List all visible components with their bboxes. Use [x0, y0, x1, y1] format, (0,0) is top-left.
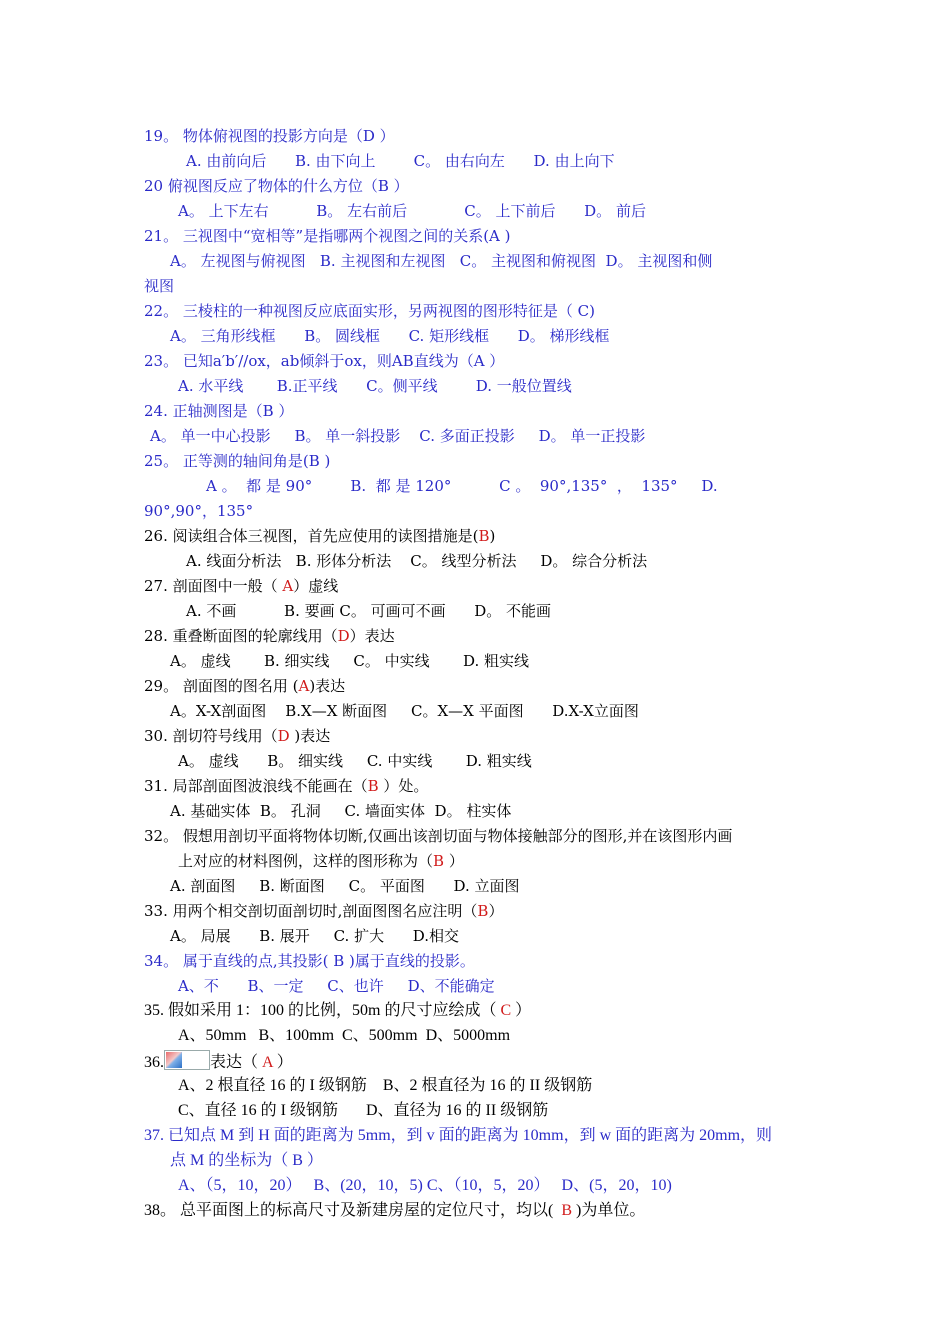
question-38: 38。 总平面图上的标高尺寸及新建房屋的定位尺寸，均以( B )为单位。 — [144, 1202, 646, 1219]
rebar-notation-image-icon — [164, 1050, 210, 1070]
answer-36: A — [262, 1054, 273, 1071]
question-36-options-cont: C、直径 16 的 I 级钢筋 D、直径为 16 的 II 级钢筋 — [178, 1102, 549, 1119]
answer-31: B — [367, 777, 379, 795]
question-26: 26. 阅读组合体三视图，首先应使用的读图措施是(B) — [144, 527, 496, 545]
question-31: 31. 局部剖面图波浪线不能画在（B ）处。 — [144, 777, 429, 795]
question-21-options-cont: 视图 — [144, 277, 175, 295]
question-20: 20 俯视图反应了物体的什么方位（B ） — [144, 177, 409, 195]
question-30: 30. 剖切符号线用（D )表达 — [144, 727, 331, 745]
question-27: 27. 剖面图中一般（ A）虚线 — [144, 577, 339, 595]
question-34: 34。 属于直线的点,其投影( B )属于直线的投影。 — [144, 952, 475, 970]
question-32-cont: 上对应的材料图例，这样的图形称为（B ） — [178, 852, 464, 870]
question-37: 37. 已知点 M 到 H 面的距离为 5mm，到 v 面的距离为 10mm，到 w 面的距离为 20mm，则 — [144, 1127, 773, 1144]
question-32: 32。 假想用剖切平面将物体切断,仅画出该剖切面与物体接触部分的图形,并在该图形内画 — [144, 827, 733, 845]
question-28-options: A。 虚线 B. 细实线 C。 中实线 D. 粗实线 — [170, 652, 530, 670]
question-28: 28. 重叠断面图的轮廓线用（D）表达 — [144, 627, 395, 645]
question-29-options: A。X-X剖面图 B.X—X 断面图 C。X—X 平面图 D.X-X立面图 — [170, 702, 639, 720]
question-35-options: A、50mm B、100mm C、500mm D、5000mm — [178, 1027, 511, 1044]
question-23-options: A. 水平线 B.正平线 C。侧平线 D. 一般位置线 — [178, 377, 572, 395]
question-22-options: A。 三角形线框 B。 圆线框 C. 矩形线框 D。 梯形线框 — [170, 327, 610, 345]
question-33-options: A。 局展 B. 展开 C. 扩大 D.相交 — [170, 927, 459, 945]
question-20-options: A。 上下左右 B。 左右前后 C。 上下前后 D。 前后 — [178, 202, 646, 220]
answer-30: D — [277, 727, 290, 745]
question-22: 22。 三棱柱的一种视图反应底面实形，另两视图的图形特征是（ C) — [144, 302, 595, 320]
answer-32: B — [433, 852, 445, 870]
question-34-options: A、不 B、一定 C、也许 D、不能确定 — [178, 977, 495, 995]
question-27-options: A. 不画 B. 要画 C。 可画可不画 D。 不能画 — [186, 602, 552, 620]
question-25-options: A 。 都 是 90° B. 都 是 120° C 。 90°,135° ， 135° D. — [206, 477, 718, 495]
question-25: 25。 正等测的轴间角是(B ) — [144, 452, 331, 470]
answer-27: A — [282, 577, 294, 595]
question-19: 19。 物体俯视图的投影方向是（D ） — [144, 127, 395, 145]
answer-38: B — [561, 1202, 573, 1219]
question-23: 23。 已知a′b′//ox，ab倾斜于ox，则AB直线为（A ） — [144, 352, 505, 370]
question-25-options-cont: 90°,90°，135° — [144, 502, 254, 520]
question-30-options: A。 虚线 B。 细实线 C. 中实线 D. 粗实线 — [178, 752, 532, 770]
question-33: 33. 用两个相交剖切面剖切时,剖面图图名应注明（B） — [144, 902, 504, 920]
question-21: 21。 三视图中“宽相等”是指哪两个视图之间的关系(A ) — [144, 227, 511, 245]
question-24: 24. 正轴测图是（B ） — [144, 402, 294, 420]
question-19-options: A. 由前向后 B. 由下向上 C。 由右向左 D. 由上向下 — [186, 152, 615, 170]
answer-33: B — [477, 902, 489, 920]
answer-35: C — [500, 1002, 512, 1019]
question-21-options: A。 左视图与俯视图 B. 主视图和左视图 C。 主视图和俯视图 D。 主视图和侧 — [170, 252, 713, 270]
question-37-cont: 点 M 的坐标为（ B ） — [170, 1152, 323, 1169]
question-35: 35. 假如采用 1：100 的比例，50m 的尺寸应绘成（ C ） — [144, 1002, 532, 1019]
question-32-options: A. 剖面图 B. 断面图 C。 平面图 D. 立面图 — [170, 877, 520, 895]
answer-28: D — [337, 627, 350, 645]
question-31-options: A. 基础实体 B。 孔洞 C. 墙面实体 D。 柱实体 — [170, 802, 512, 820]
question-26-options: A. 线面分析法 B. 形体分析法 C。 线型分析法 D。 综合分析法 — [186, 552, 648, 570]
answer-26: B — [478, 527, 490, 545]
answer-34: B — [333, 952, 345, 970]
answer-29: A — [298, 677, 310, 695]
question-24-options: A。 单一中心投影 B。 单一斜投影 C. 多面正投影 D。 单一正投影 — [150, 427, 646, 445]
question-36-options: A、2 根直径 16 的 I 级钢筋 B、2 根直径为 16 的 II 级钢筋 — [178, 1077, 593, 1094]
question-36: 36. 表达（ A ） — [144, 1050, 293, 1072]
question-29: 29。 剖面图的图名用 (A)表达 — [144, 677, 346, 695]
question-37-options: A、（5，10，20） B、(20，10，5) C、（10，5，20） D、(5，20，10) — [178, 1177, 672, 1194]
